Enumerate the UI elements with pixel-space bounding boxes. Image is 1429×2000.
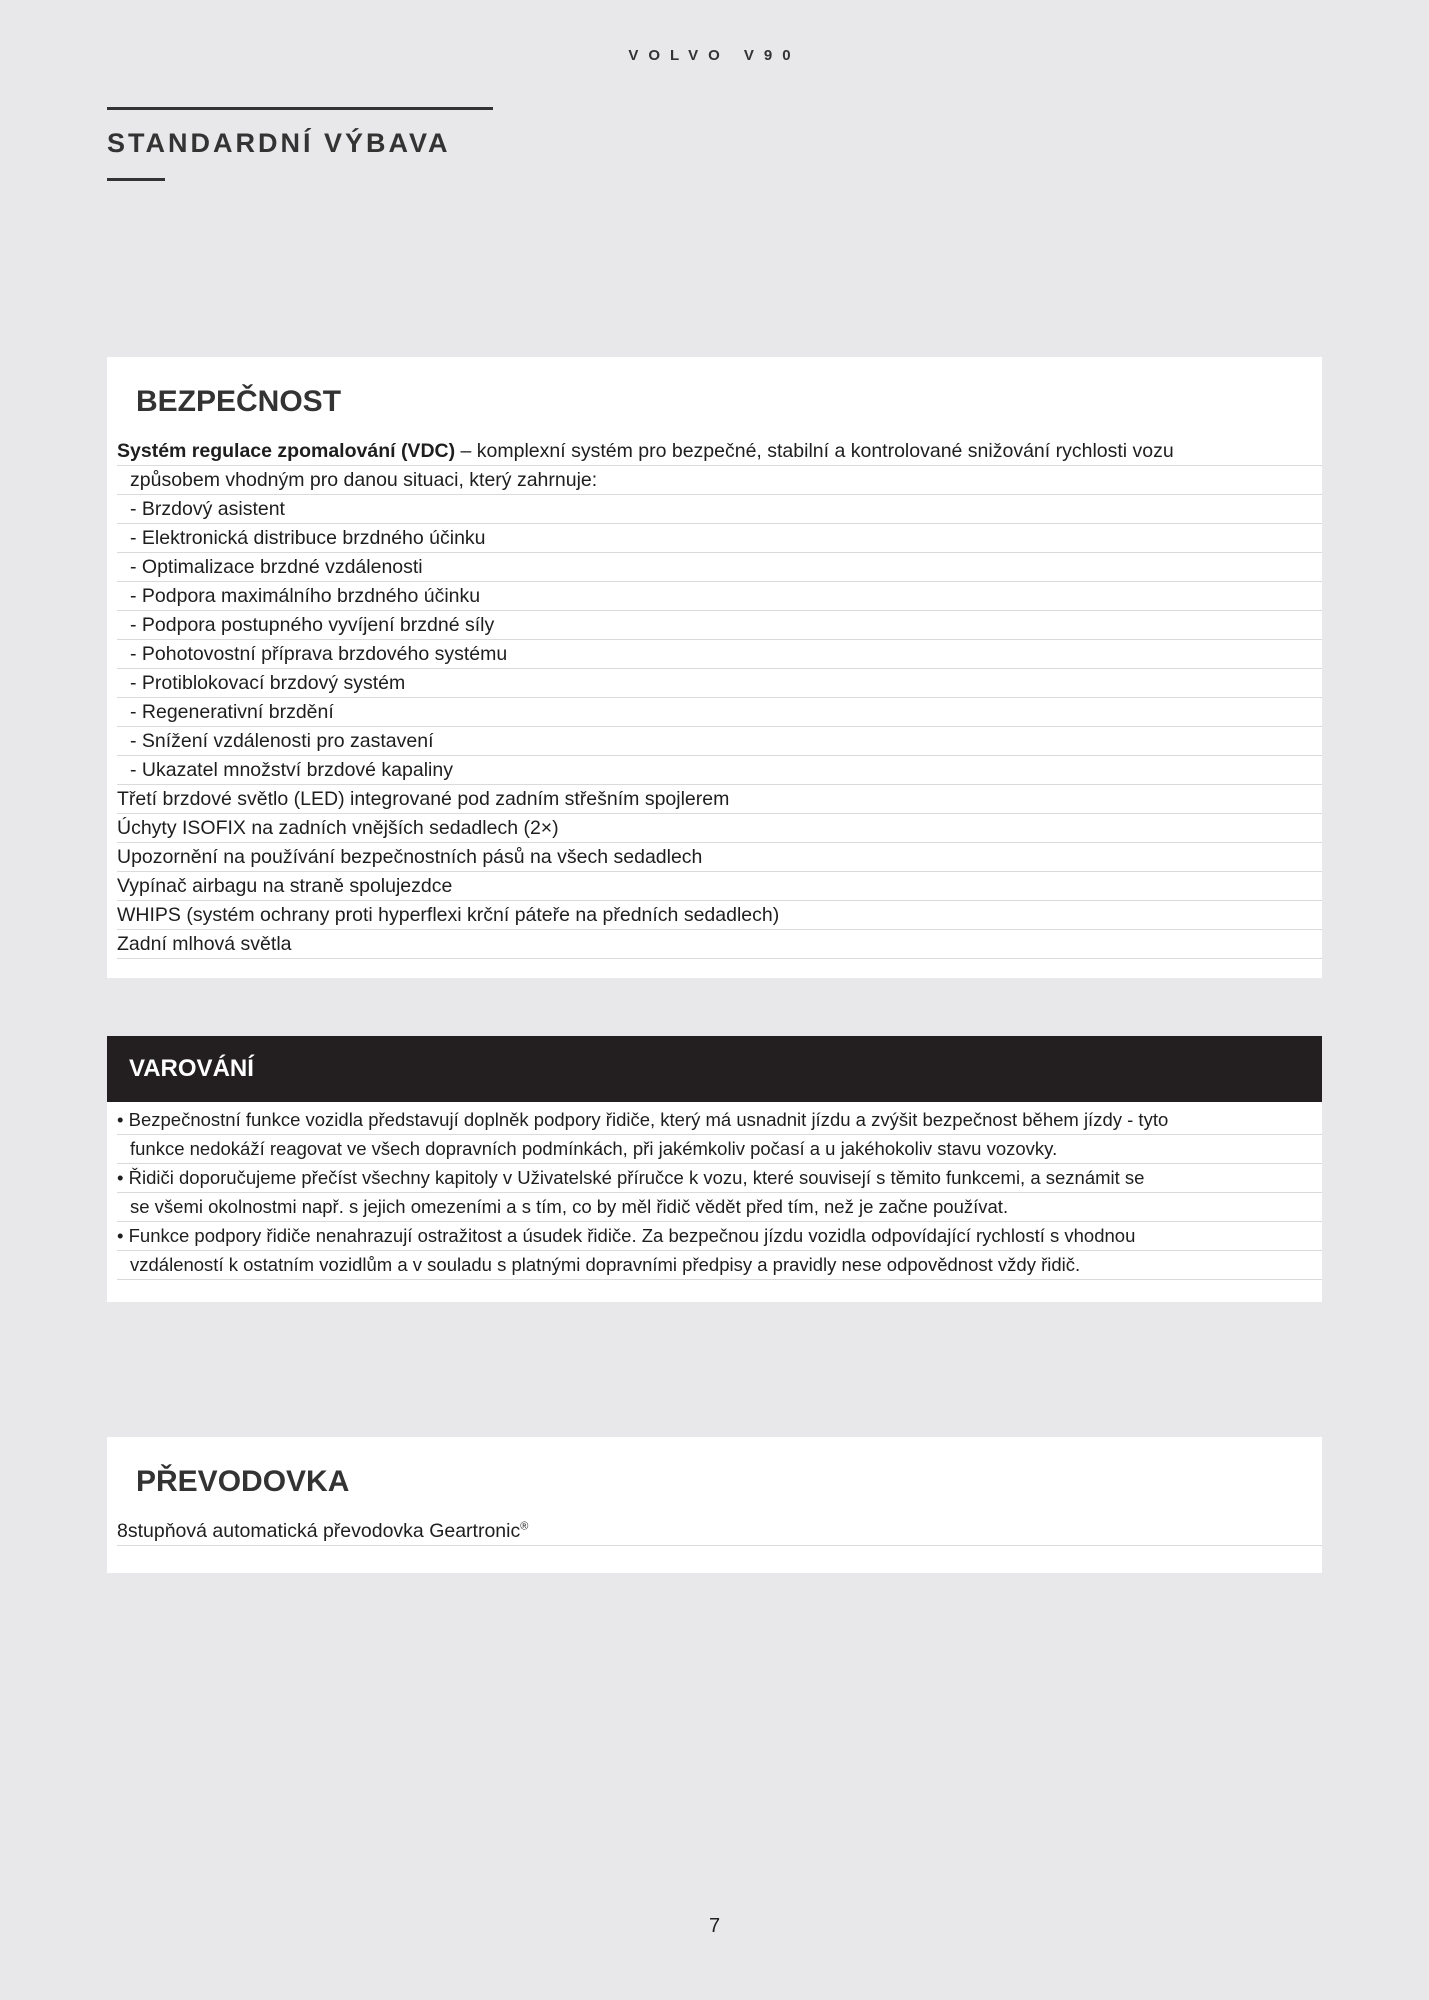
- blank-row: [117, 959, 1322, 987]
- warning-line: funkce nedokáží reagovat ve všech dopravních podmínkách, při jakémkoliv počasí a u jakéhokoliv stavu vozovky.: [117, 1135, 1322, 1164]
- safety-item: Úchyty ISOFIX na zadních vnějších sedadlech (2×): [117, 814, 1322, 843]
- page-title: STANDARDNÍ VÝBAVA: [107, 128, 451, 158]
- warning-line: vzdáleností k ostatním vozidlům a v souladu s platnými dopravními předpisy a pravidly nese odpovědnost vždy řidič.: [117, 1251, 1322, 1280]
- vdc-title: Systém regulace zpomalování (VDC): [117, 440, 456, 462]
- warning-line: • Funkce podpory řidiče nenahrazují ostražitost a úsudek řidiče. Za bezpečnou jízdu vozidla odpovídající rychlostí s vhodnou: [117, 1222, 1322, 1251]
- safety-heading: BEZPEČNOST: [136, 385, 342, 418]
- vdc-sub-item: - Protiblokovací brzdový systém: [117, 669, 1322, 698]
- vdc-sub-item: - Regenerativní brzdění: [117, 698, 1322, 727]
- vdc-sub-item: - Pohotovostní příprava brzdového systému: [117, 640, 1322, 669]
- warning-line: se všemi okolnostmi např. s jejich omezeními a s tím, co by měl řidič vědět před tím, než je začne používat.: [117, 1193, 1322, 1222]
- warning-heading: VAROVÁNÍ: [107, 1036, 1322, 1102]
- title-underline: [107, 178, 165, 181]
- vdc-sub-item: - Optimalizace brzdné vzdálenosti: [117, 553, 1322, 582]
- top-divider: [107, 107, 493, 110]
- vdc-sub-item: - Ukazatel množství brzdové kapaliny: [117, 756, 1322, 785]
- safety-item: Třetí brzdové světlo (LED) integrované pod zadním střešním spojlerem: [117, 785, 1322, 814]
- gearbox-section: [107, 1437, 1322, 1573]
- safety-item: Vypínač airbagu na straně spolujezdce: [117, 872, 1322, 901]
- warning-line: • Bezpečnostní funkce vozidla představují doplněk podpory řidiče, který má usnadnit jízdu a zvýšit bezpečnost během jízdy - tyto: [117, 1106, 1322, 1135]
- safety-list: [107, 437, 1322, 987]
- vdc-sub-item: - Snížení vzdálenosti pro zastavení: [117, 727, 1322, 756]
- warning-line: • Řidiči doporučujeme přečíst všechny kapitoly v Uživatelské příručce k vozu, které souvisejí s těmito funkcemi, a seznámit se: [117, 1164, 1322, 1193]
- warning-section: [107, 1036, 1322, 1302]
- gearbox-item-text: 8stupňová automatická převodovka Geartronic: [117, 1520, 521, 1542]
- page-number: 7: [708, 1915, 721, 1937]
- gearbox-item: [117, 1517, 1322, 1546]
- safety-item: Zadní mlhová světla: [117, 930, 1322, 959]
- gearbox-list: [107, 1517, 1322, 1546]
- vdc-sub-item: - Podpora maximálního brzdného účinku: [117, 582, 1322, 611]
- registered-mark: ®: [520, 1520, 529, 1533]
- vdc-sub-item: - Podpora postupného vyvíjení brzdné síly: [117, 611, 1322, 640]
- safety-section: [107, 357, 1322, 978]
- gearbox-heading: PŘEVODOVKA: [136, 1465, 350, 1498]
- vdc-sub-item: - Elektronická distribuce brzdného účinku: [117, 524, 1322, 553]
- vdc-description-cont: způsobem vhodným pro danou situaci, který zahrnuje:: [117, 466, 1322, 495]
- warning-list: [107, 1102, 1322, 1280]
- vdc-description: – komplexní systém pro bezpečné, stabilní a kontrolované snižování rychlosti vozu: [455, 440, 1174, 462]
- brand-header: VOLVO V90: [628, 47, 801, 64]
- vdc-row: [117, 437, 1322, 466]
- safety-item: WHIPS (systém ochrany proti hyperflexi krční páteře na předních sedadlech): [117, 901, 1322, 930]
- vdc-sub-item: - Brzdový asistent: [117, 495, 1322, 524]
- safety-item: Upozornění na používání bezpečnostních pásů na všech sedadlech: [117, 843, 1322, 872]
